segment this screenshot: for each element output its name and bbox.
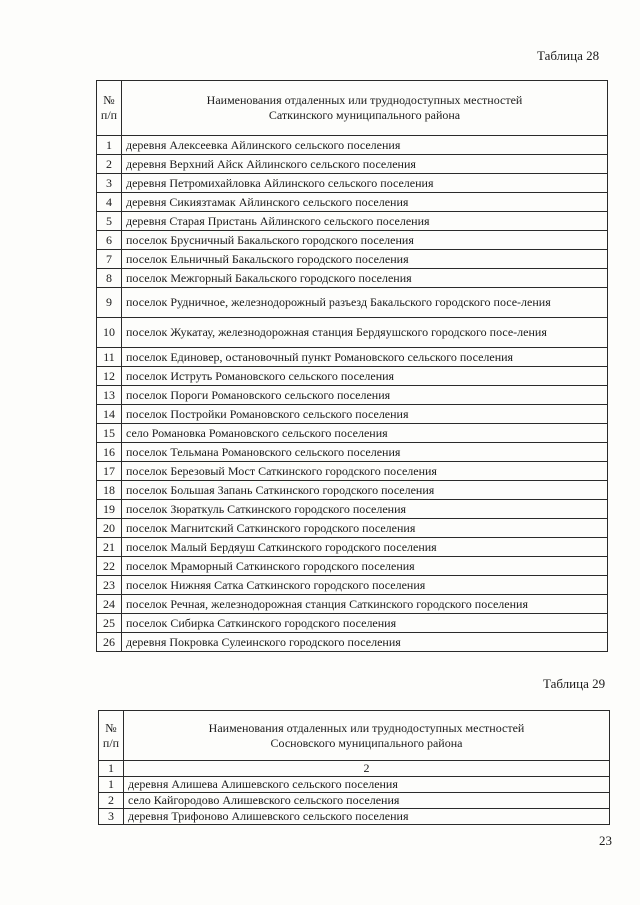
table28-row-name: поселок Малый Бердяуш Саткинского городского поселения: [122, 538, 608, 557]
table28-row-name: деревня Алексеевка Айлинского сельского поселения: [122, 136, 608, 155]
table28-caption: Таблица 28: [537, 48, 600, 63]
table28-row-name: поселок Межгорный Бакальского городского поселения: [122, 269, 608, 288]
table28-row-name: поселок Тельмана Романовского сельского поселения: [122, 443, 608, 462]
table28-row: [97, 318, 608, 348]
table28-row: [97, 481, 608, 500]
table28-row-name: поселок Иструть Романовского сельского поселения: [122, 367, 608, 386]
table29-header-title-line1: Наименования отдаленных или труднодоступных местностей: [208, 720, 525, 735]
table28-row-name: поселок Нижняя Сатка Саткинского городского поселения: [122, 576, 608, 595]
table29-row-name: деревня Алишева Алишевского сельского поселения: [124, 777, 610, 793]
table28-row-num: 1: [97, 136, 122, 155]
table28-row: [97, 405, 608, 424]
table29-row: [99, 793, 610, 809]
table28-row: [97, 269, 608, 288]
table29: [98, 710, 610, 825]
table28-row-num: 7: [97, 250, 122, 269]
table28-row-num: 23: [97, 576, 122, 595]
table28-row-num: 25: [97, 614, 122, 633]
table29-colnum-1: 1: [99, 761, 124, 777]
table28-row-name: поселок Рудничное, железнодорожный разъезд Бакальского городского посе-ления: [122, 288, 608, 318]
table28-row-name: деревня Петромихайловка Айлинского сельского поселения: [122, 174, 608, 193]
table28-row: [97, 174, 608, 193]
table28-row-num: 8: [97, 269, 122, 288]
table28-row-num: 9: [97, 288, 122, 318]
table28-row-name: село Романовка Романовского сельского поселения: [122, 424, 608, 443]
table29-header-row: [99, 711, 610, 761]
table28-row-num: 12: [97, 367, 122, 386]
table28-row-num: 22: [97, 557, 122, 576]
table28-row-num: 5: [97, 212, 122, 231]
table28-header-title-line2: Саткинского муниципального района: [268, 108, 461, 122]
table28-row: [97, 443, 608, 462]
table28-row-name: поселок Единовер, остановочный пункт Романовского сельского поселения: [122, 348, 608, 367]
table29-colnum-2: 2: [124, 761, 610, 777]
table29-row: [99, 809, 610, 825]
table28-header-title-line1: Наименования отдаленных или труднодоступных местностей: [206, 93, 523, 107]
table28-row-name: деревня Сикиязтамак Айлинского сельского поселения: [122, 193, 608, 212]
table28-row-name: поселок Сибирка Саткинского городского поселения: [122, 614, 608, 633]
page-number: 23: [599, 833, 612, 848]
table28-header-num: № п/п: [97, 81, 122, 136]
table28-row-name: деревня Старая Пристань Айлинского сельского поселения: [122, 212, 608, 231]
table28-row-num: 21: [97, 538, 122, 557]
table29-colnum-row: [99, 761, 610, 777]
table29-row-name: деревня Трифоново Алишевского сельского поселения: [124, 809, 610, 825]
table29-header-title-line2: Сосновского муниципального района: [270, 735, 463, 750]
table28-header-title: [122, 81, 608, 136]
table28-row-name: поселок Ельничный Бакальского городского поселения: [122, 250, 608, 269]
table28-row-num: 6: [97, 231, 122, 250]
table28-row-name: поселок Большая Запань Саткинского городского поселения: [122, 481, 608, 500]
table28-row: [97, 538, 608, 557]
table28-row: [97, 155, 608, 174]
table28-row: [97, 633, 608, 652]
table29-header-title: [124, 711, 610, 761]
table29-row-num: 3: [99, 809, 124, 825]
table28-row-name: поселок Магнитский Саткинского городского поселения: [122, 519, 608, 538]
table28-row-name: поселок Мраморный Саткинского городского поселения: [122, 557, 608, 576]
table28-row-num: 10: [97, 318, 122, 348]
table28-row-name: поселок Березовый Мост Саткинского городского поселения: [122, 462, 608, 481]
table28-row-name: деревня Покровка Сулеинского городского поселения: [122, 633, 608, 652]
table28-row-num: 13: [97, 386, 122, 405]
table28-row: [97, 367, 608, 386]
table28-row-num: 15: [97, 424, 122, 443]
table29-header-num: № п/п: [99, 711, 124, 761]
table29-row-num: 1: [99, 777, 124, 793]
table28-row: [97, 231, 608, 250]
table28-row-name: поселок Постройки Романовского сельского поселения: [122, 405, 608, 424]
table28-row: [97, 557, 608, 576]
table28-row: [97, 250, 608, 269]
table28-header-row: [97, 81, 608, 136]
table28-row-name: поселок Жукатау, железнодорожная станция Бердяушского городского посе-ления: [122, 318, 608, 348]
table28-row-num: 18: [97, 481, 122, 500]
table28-row-num: 11: [97, 348, 122, 367]
table28-row-num: 24: [97, 595, 122, 614]
table28-row-name: поселок Речная, железнодорожная станция Саткинского городского поселения: [122, 595, 608, 614]
table28-row: [97, 519, 608, 538]
table28-row-name: поселок Пороги Романовского сельского поселения: [122, 386, 608, 405]
table28-row-num: 4: [97, 193, 122, 212]
table28-row-num: 16: [97, 443, 122, 462]
table28-row-num: 17: [97, 462, 122, 481]
table28-row: [97, 595, 608, 614]
table28-row-name: поселок Брусничный Бакальского городского поселения: [122, 231, 608, 250]
table28-row-num: 2: [97, 155, 122, 174]
table29-row: [99, 777, 610, 793]
table28-row: [97, 386, 608, 405]
table28-row: [97, 500, 608, 519]
table29-row-name: село Кайгородово Алишевского сельского поселения: [124, 793, 610, 809]
table29-row-num: 2: [99, 793, 124, 809]
table28-row: [97, 614, 608, 633]
table28-row-name: поселок Зюраткуль Саткинского городского поселения: [122, 500, 608, 519]
table28-row: [97, 424, 608, 443]
table29-caption: Таблица 29: [543, 676, 606, 691]
table28-row: [97, 288, 608, 318]
table28-row-num: 19: [97, 500, 122, 519]
table28-row: [97, 462, 608, 481]
table28-row: [97, 212, 608, 231]
table28-row: [97, 576, 608, 595]
table28-row-num: 14: [97, 405, 122, 424]
table28-row-num: 3: [97, 174, 122, 193]
table28-row: [97, 348, 608, 367]
table28-row-name: деревня Верхний Айск Айлинского сельского поселения: [122, 155, 608, 174]
table28-row: [97, 193, 608, 212]
table28-row: [97, 136, 608, 155]
table28-row-num: 20: [97, 519, 122, 538]
table28-row-num: 26: [97, 633, 122, 652]
table28: [96, 80, 608, 652]
